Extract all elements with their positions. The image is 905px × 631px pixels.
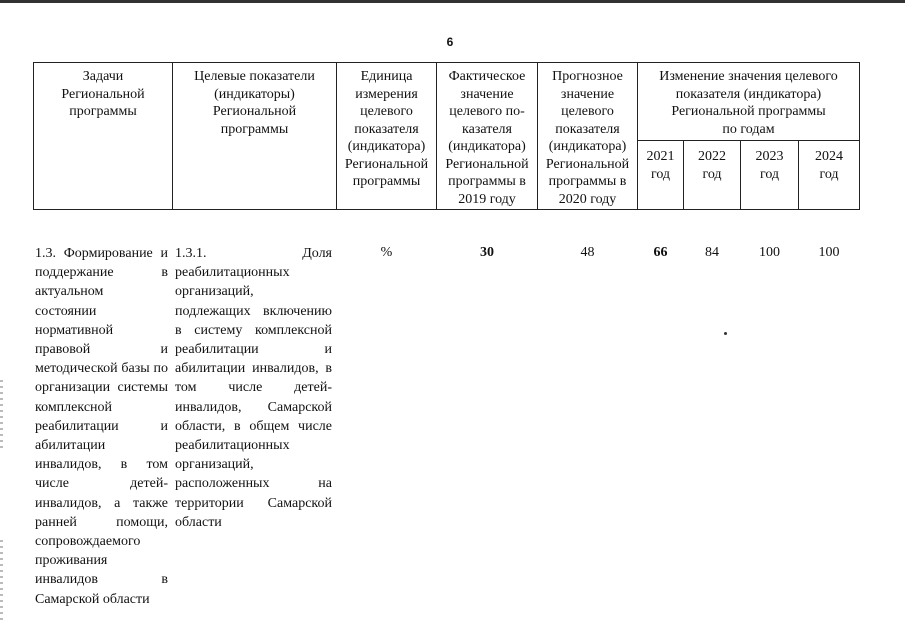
scan-top-edge <box>0 0 905 3</box>
task-cell: 1.3. Формирование и поддержание в актуальном состоянии нормативной правовой и методической базы по организации системы комплексной реабилитации и абилитации инвалидов, в том числе детей-инвалидов, а также ранней помощи, сопровождаемого проживания инвалидов в Самарской области <box>35 246 168 607</box>
header-year-2021: 2021 год <box>646 149 675 182</box>
header-year-2023: 2023 год <box>755 149 784 182</box>
header-target-indicators: Целевые показатели (индикаторы) Региональной программы <box>194 69 315 137</box>
header-tasks: Задачи Региональной программы <box>61 69 145 119</box>
value-2023: 100 <box>759 245 780 260</box>
forecast-2020-value: 48 <box>580 245 595 260</box>
unit-value: % <box>380 245 393 260</box>
header-unit: Единица измерения целевого показателя (индикатора) Региональной программы <box>344 69 429 189</box>
value-2022: 84 <box>705 245 719 260</box>
fact-2019-value: 30 <box>480 245 494 260</box>
value-2021: 66 <box>653 245 668 260</box>
indicator-cell: 1.3.1. Доля реабилитационных организаций, подлежащих включению в систему комплексной реабилитации и абилитации инвалидов, в том числе детей-инвалидов, Самарской области, в общем числе реабилитационных организаций, расположенных на территории Самарской области <box>175 246 332 530</box>
scan-speck <box>724 332 727 335</box>
header-year-2024: 2024 год <box>815 149 843 182</box>
header-forecast-2020: Прогнозное значение целевого показателя (индикатора) Региональной программы в 2020 году <box>545 69 630 207</box>
scan-edge-noise <box>0 540 3 620</box>
header-year-2022: 2022 год <box>698 149 726 182</box>
header-change-by-years: Изменение значения целевого показателя (индикатора) Региональной программы по годам <box>659 69 838 137</box>
page-number: 6 <box>446 35 454 49</box>
value-2024: 100 <box>818 245 840 260</box>
header-fact-2019: Фактическое значение целевого по- казателя (индикатора) Региональной программы в 2019 году <box>445 69 529 207</box>
scan-edge-noise <box>0 380 3 450</box>
